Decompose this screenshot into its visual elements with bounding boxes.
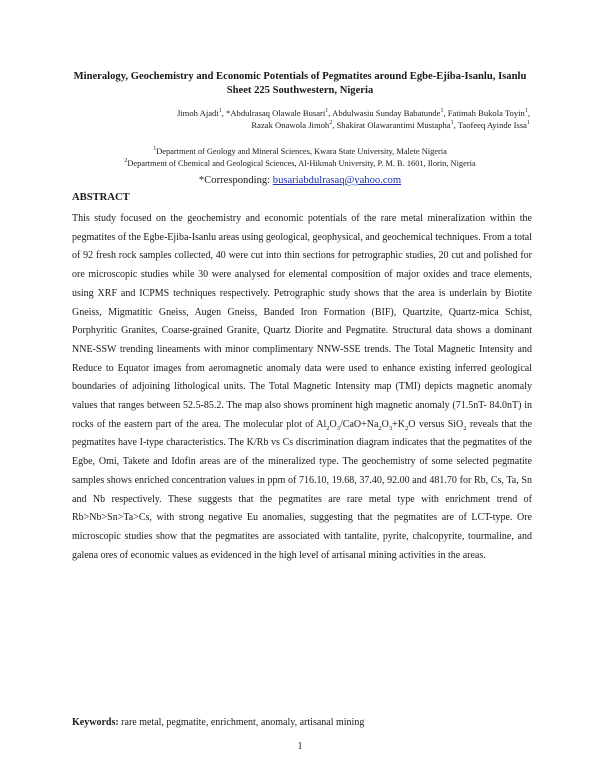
affiliation-1 bbox=[60, 146, 540, 158]
corresponding-author bbox=[60, 175, 540, 186]
author-name: , Taofeeq Ayinde Issa bbox=[453, 120, 527, 130]
author-affil-mark: 2 bbox=[329, 120, 333, 127]
affiliation-mark: 1 bbox=[153, 146, 157, 153]
keywords-label: Keywords: bbox=[72, 717, 119, 728]
subscript: 3 bbox=[336, 424, 340, 432]
author-name: , Fatimah Bukola Toyin bbox=[443, 108, 525, 118]
author-separator: , bbox=[527, 108, 530, 118]
corresponding-email-link[interactable]: busariabdulrasaq@yahoo.com bbox=[272, 175, 402, 186]
affiliation-text: Department of Geology and Mineral Sciences, Kwara State University, Malete Nigeria bbox=[156, 147, 447, 156]
author-affil-mark: 1 bbox=[325, 108, 329, 115]
author-affil-mark: 1 bbox=[450, 120, 454, 127]
abstract-text: +K bbox=[392, 418, 406, 430]
abstract-text: /CaO+Na bbox=[340, 418, 379, 430]
abstract-text: O versus SiO bbox=[408, 418, 464, 430]
affiliation-mark: 2 bbox=[124, 157, 128, 164]
author-affil-mark: 1 bbox=[440, 108, 444, 115]
affiliation-2 bbox=[60, 158, 540, 170]
affiliations bbox=[60, 146, 540, 169]
subscript: 3 bbox=[388, 424, 393, 432]
abstract-text: O bbox=[329, 418, 337, 430]
page-number: 1 bbox=[297, 741, 303, 752]
subscript: 2 bbox=[378, 424, 382, 432]
author-name: , Abdulwasiu Sunday Babatunde bbox=[328, 108, 441, 118]
subscript: 2 bbox=[405, 424, 409, 432]
abstract-text: reveals that the pegmatites have I-type characteristics. The K/Rb vs Cs discrimination diagram indicates that the pegmatites of the Egbe, Omi, Takete and Idofin areas are of the mineralized type. The geochemistry of some selected pegmatite samples shows enriched concentration values in ppm of 716.10, 19.68, 37.40, 92.00 and 481.70 for Rb, Cs, Ta, Sn and Nb respectively. These suggests that the pegmatites are rare metal type with enrichment trend of Rb>Nb>Sn>Ta>Cs, with strong negative Eu anomalies, suggesting that the pegmatites are of LCT-type. Ore microscopic studies show that the pegmatites are associated with tantalite, pyrite, chalcopyrite, tourmaline, and galena ores of economic values as evidenced in the high level of artisanal mining activities in the areas. bbox=[72, 418, 532, 561]
abstract-text: This study focused on the geochemistry and economic potentials of the rare metal mineralization within the pegmatites of the Egbe-Ejiba-Isanlu areas using geological, geophysical, and geochemical techniques. From a total of 92 fresh rock samples collected, 40 were cut into thin sections for petrographic studies, 20 cut and polished for ore microscopic studies while 30 were analysed for elemental composition of major oxides and trace elements, using XRF and ICPMS techniques respectively. Petrographic study shows that the area is underlain by Biotite Gneiss, Migmatitic Gneiss, Augen Gneiss, Banded Iron Formation (BIF), Quartzite, Quartz-mica Schist, Porphyritic Granites, Coarse-grained Granite, Quartz Diorite and Pegmatite. Structural data shows a dominant NNE-SSW trending lineaments with minor complimentary NNW-SSE trends. The Total Magnetic Intensity and Reduce to Equator images from aeromagnetic anomaly data were used to enhance existing inferred geological boundaries of adjoining lithological units. The Total Magnetic Intensity map (TMI) depicts magnetic anomaly values that ranges between 52.5-85.2. The map also shows prominent high magnetic anomaly (71.5nT- 84.0nT) in rocks of the eastern part of the area. The molecular plot of Al bbox=[72, 213, 532, 430]
subscript: 2 bbox=[326, 424, 330, 432]
author-line-2 bbox=[70, 119, 530, 131]
affiliation-text: Department of Chemical and Geological Sciences, Al-Hikmah University, P. M. B. 1601, Ilorin, Nigeria bbox=[127, 158, 476, 168]
subscript: 2 bbox=[463, 424, 467, 432]
paper-title: Mineralogy, Geochemistry and Economic Potentials of Pegmatites around Egbe-Ejiba-Isanlu, Isanlu Sheet 225 Southwestern, Nigeria bbox=[73, 71, 527, 96]
author-line-1 bbox=[70, 107, 530, 119]
abstract-text: O bbox=[381, 418, 389, 430]
abstract-body bbox=[72, 210, 532, 565]
author-list bbox=[70, 107, 530, 131]
author-name: , Shakirat Olawarantimi Mustapha bbox=[332, 120, 451, 130]
author-affil-mark: 1 bbox=[524, 108, 528, 115]
keywords-text: rare metal, pegmatite, enrichment, anomaly, artisanal mining bbox=[118, 717, 365, 728]
author-name: , *Abdulrasaq Olawale Busari bbox=[221, 108, 326, 118]
author-name: Jimoh Ajadi bbox=[176, 108, 219, 118]
corresponding-label: *Corresponding: bbox=[198, 175, 273, 186]
keywords bbox=[72, 717, 364, 728]
author-affil-mark: 1 bbox=[527, 120, 530, 127]
author-affil-mark: 1 bbox=[218, 108, 222, 115]
author-name: Razak Onawola Jimoh bbox=[251, 120, 330, 130]
abstract-heading: ABSTRACT bbox=[72, 192, 130, 203]
